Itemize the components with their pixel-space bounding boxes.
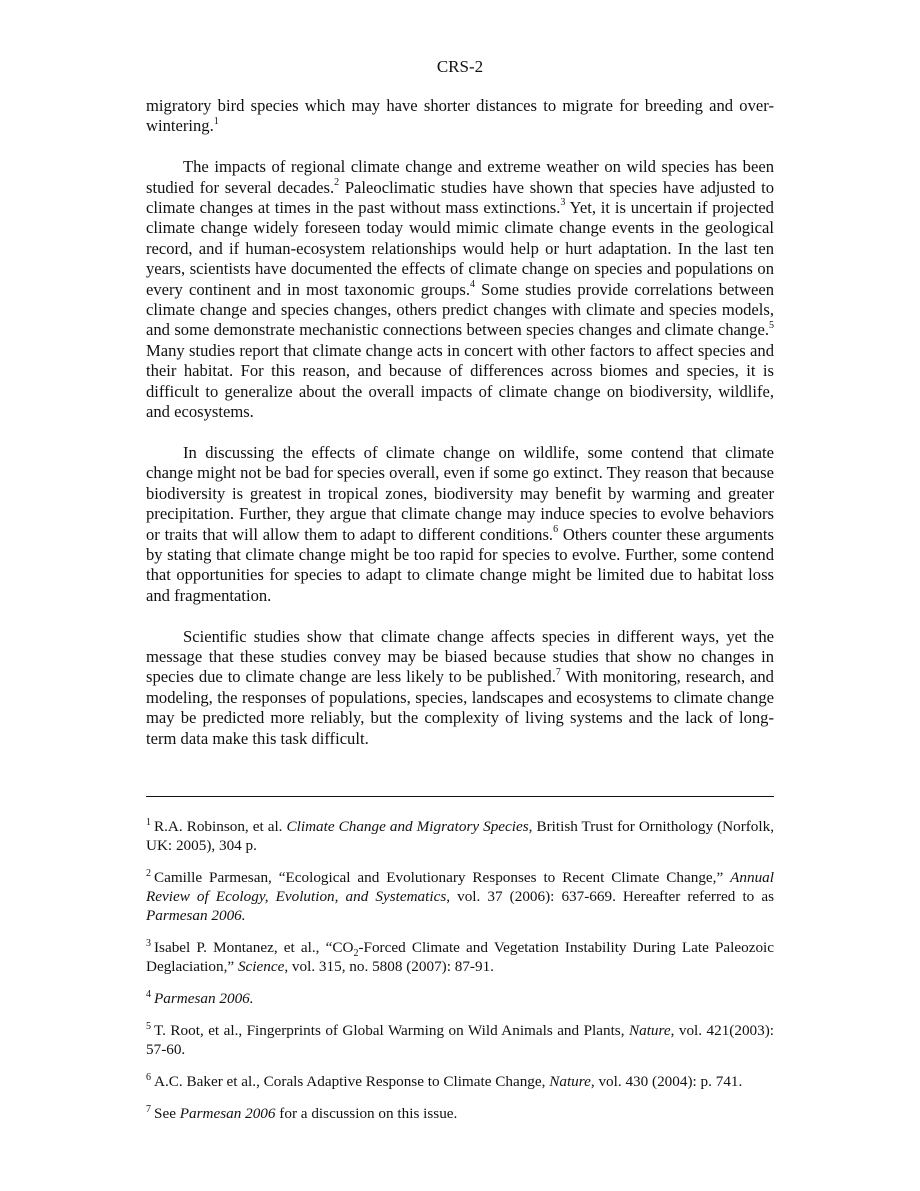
footnote-title: Parmesan 2006 [179,1105,276,1122]
paragraph-impacts [146,157,774,422]
footnote-title: Nature [549,1073,591,1090]
footnote-4 [146,989,774,1008]
footnote-ref[interactable]: 3 [560,197,566,209]
footnote-number: 5 [146,1020,151,1032]
footnote-title: Annual Review of Ecology, Evolution, and Systematics [146,869,774,905]
footnote-3 [146,938,774,976]
text-run: The impacts of regional climate change and extreme weather on wild species has been studied for several decades. [146,157,774,197]
footnote-number: 2 [146,867,151,879]
text-run: Paleoclimatic studies have shown that species have adjusted to climate changes at times in the past without mass extinctions. [146,177,775,218]
footnote-text: for a discussion on this issue. [275,1105,458,1122]
footnote-5 [146,1021,774,1059]
footnote-text: , vol. 421(2003): 57-60. [146,1022,774,1058]
text-run: Many studies report that climate change acts in concert with other factors to affect species and their habitat. For this reason, and because of differences across biomes and species, it is difficult to generalize about the overall impacts of climate change on biodiversity, wildlife, and ecosystems. [146,340,774,422]
footnote-title: Science [237,958,285,975]
paragraph-continuation [146,96,774,137]
footnote-ref[interactable]: 4 [470,279,476,291]
footnote-number: 6 [146,1071,151,1083]
footnote-text: , vol. 430 (2004): p. 741. [590,1073,743,1090]
footnotes [146,817,774,1136]
footnote-text: Isabel P. Montanez, et al., “CO [154,939,354,956]
footnote-text: -Forced Climate and Vegetation Instability During Late Paleozoic Deglaciation,” [146,939,775,975]
footnote-text: See [154,1105,180,1122]
body-text [146,96,774,749]
footnote-text: , British Trust for Ornithology (Norfolk, UK: 2005), 304 p. [146,818,775,854]
footnote-number: 7 [146,1103,151,1115]
footnote-number: 3 [146,937,151,949]
footnote-title: Parmesan 2006. [154,990,254,1007]
text-run: With monitoring, research, and modeling, the responses of populations, species, landscapes and ecosystems to climate change may be predicted more reliably, but the complexity of living systems and the lack of long-term data make this task difficult. [146,667,774,748]
subscript: 2 [353,948,359,960]
footnote-title: Climate Change and Migratory Species [286,818,529,835]
footnote-number: 4 [146,988,151,1000]
footnote-title: Nature [628,1022,671,1039]
text-run: migratory bird species which may have shorter distances to migrate for breeding and over-wintering. [146,96,774,136]
text-run: Some studies provide correlations between climate change and species changes, others predict changes with climate and species models, and some demonstrate mechanistic connections between species changes and climate change. [146,279,774,340]
text-run: Scientific studies show that climate change affects species in different ways, yet the message that these studies convey may be biased because studies that show no changes in species due to climate change are less likely to be published. [146,626,774,687]
footnote-text: A.C. Baker et al., Corals Adaptive Response to Climate Change, [154,1073,550,1090]
page-number-header: CRS-2 [436,57,484,76]
footnote-1 [146,817,774,855]
footnote-2 [146,868,774,925]
footnote-6 [146,1072,774,1091]
text-run: In discussing the effects of climate change on wildlife, some contend that climate change might not be bad for species overall, even if some go extinct. They reason that because biodiversity is greatest in tropical zones, biodiversity may benefit by warming and greater precipitation. Further, they argue that climate change may induce species to evolve behaviors or traits that will allow them to adapt to different conditions. [146,442,774,544]
footnote-ref[interactable]: 5 [769,319,774,331]
footnote-ref[interactable]: 7 [555,666,561,678]
paragraph-scientific-studies [146,627,774,749]
paragraph-discussion [146,443,774,606]
footnote-divider [146,796,774,797]
text-run: Yet, it is uncertain if projected climate change widely foreseen today would mimic climate change events in the geological record, and if human-ecosystem relationships would help or hurt adaptation. In the last ten years, scientists have documented the effects of climate change on species and populations on every continent and in most taxonomic groups. [146,198,774,299]
footnote-text: T. Root, et al., Fingerprints of Global Warming on Wild Animals and Plants, [154,1022,629,1039]
footnote-7 [146,1104,774,1123]
text-run: Others counter these arguments by stating that climate change might be too rapid for species to evolve. Further, some contend that opportunities for species to adapt to climate change might be limited due to habitat loss and fragmentation. [146,524,774,605]
footnote-text: , vol. 37 (2006): 637-669. Hereafter referred to as [446,888,774,905]
footnote-ref[interactable]: 2 [334,177,340,189]
footnote-text: Camille Parmesan, “Ecological and Evolutionary Responses to Recent Climate Change,” [154,869,731,886]
footnote-ref[interactable]: 1 [213,115,219,127]
footnote-number: 1 [146,816,151,828]
footnote-ref[interactable]: 6 [553,523,559,535]
footnote-text: , vol. 315, no. 5808 (2007): 87-91. [284,958,494,975]
footnote-text: R.A. Robinson, et al. [154,818,287,835]
footnote-title: Parmesan 2006. [146,907,246,924]
